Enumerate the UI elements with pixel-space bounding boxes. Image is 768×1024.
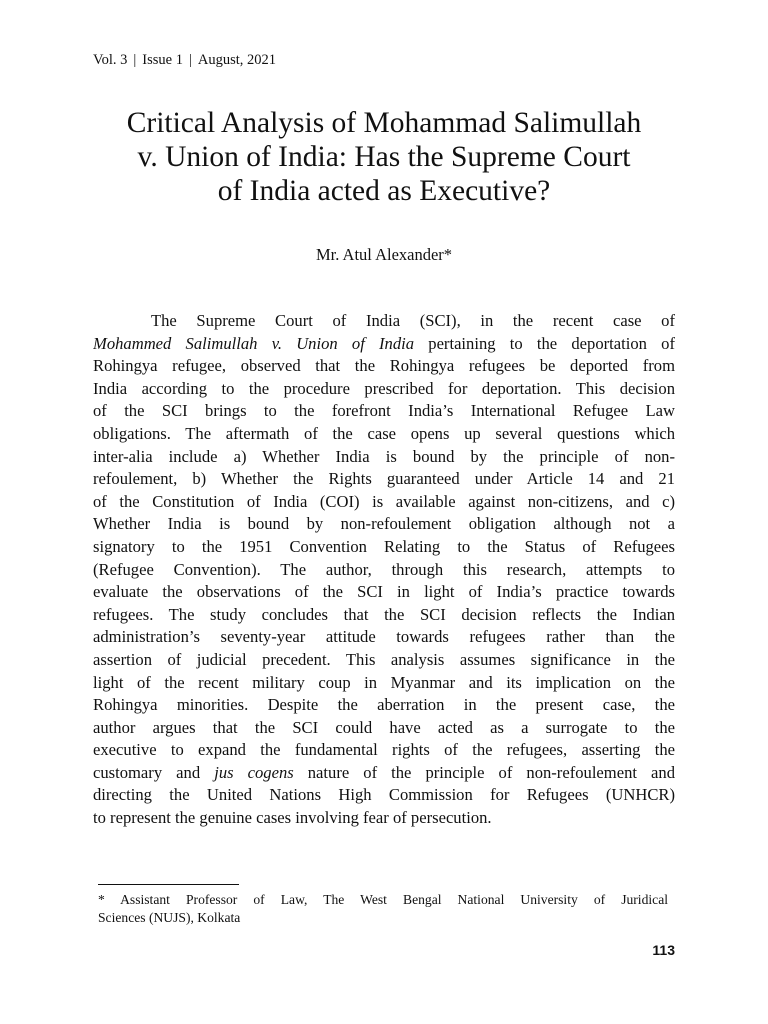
abstract-paragraph — [93, 310, 675, 830]
journal-header — [93, 52, 276, 69]
case-name-italic: Mohammed Salimullah v. Union of India — [93, 333, 415, 353]
abstract-line: assertion of judicial precedent. This analysis assumes significance in the — [93, 649, 675, 669]
title-line: v. Union of India: Has the Supreme Court — [137, 141, 631, 173]
abstract-line: Whether India is bound by non-refoulement obligation although not a — [93, 514, 675, 534]
abstract-line: Mohammed Salimullah v. Union of India pertaining to the deportation of — [93, 333, 675, 353]
abstract-line: refoulement, b) Whether the Rights guaranteed under Article 14 and 21 — [93, 469, 675, 489]
header-separator: | — [133, 52, 137, 68]
issue-label: Issue 1 — [142, 52, 183, 68]
jus-cogens-italic: jus cogens — [214, 762, 294, 782]
article-title — [60, 106, 708, 208]
abstract-line: Rohingya refugee, observed that the Rohingya refugees be deported from — [93, 356, 675, 376]
abstract-line: customary and jus cogens nature of the principle of non-refoulement and — [93, 762, 675, 782]
title-line: of India acted as Executive? — [217, 175, 551, 207]
footnote-line: * Assistant Professor of Law, The West Bengal National University of Juridical — [98, 892, 668, 907]
abstract-line: to represent the genuine cases involving fear of persecution. — [93, 808, 492, 828]
header-separator: | — [188, 52, 192, 68]
footnote-line: Sciences (NUJS), Kolkata — [98, 910, 241, 925]
abstract-line: administration’s seventy-year attitude towards refugees rather than the — [93, 627, 675, 647]
footnote-divider — [98, 884, 239, 885]
abstract-line: light of the recent military coup in Myanmar and its implication on the — [93, 672, 675, 692]
abstract-line: evaluate the observations of the SCI in light of India’s practice towards — [93, 582, 675, 602]
abstract-line: author argues that the SCI could have acted as a surrogate to the — [93, 717, 675, 737]
abstract-line: India according to the procedure prescribed for deportation. This decision — [93, 378, 675, 398]
abstract-line: obligations. The aftermath of the case opens up several questions which — [93, 423, 675, 443]
abstract-line: Rohingya minorities. Despite the aberration in the present case, the — [93, 695, 675, 715]
page-number: 113 — [652, 942, 675, 958]
abstract-line: inter-alia include a) Whether India is bound by the principle of non- — [93, 446, 675, 466]
abstract-line: executive to expand the fundamental rights of the refugees, asserting the — [93, 740, 675, 760]
abstract-line: The Supreme Court of India (SCI), in the recent case of — [151, 311, 675, 330]
abstract-line: (Refugee Convention). The author, through this research, attempts to — [93, 559, 675, 579]
abstract-line: of the SCI brings to the forefront India’s International Refugee Law — [93, 401, 675, 421]
abstract-line: refugees. The study concludes that the SCI decision reflects the Indian — [93, 604, 675, 624]
date-label: August, 2021 — [197, 52, 277, 68]
author-name: Mr. Atul Alexander* — [315, 245, 453, 264]
title-line: Critical Analysis of Mohammad Salimullah — [126, 107, 642, 139]
abstract-line: directing the United Nations High Commission for Refugees (UNHCR) — [93, 785, 675, 805]
volume-label: Vol. 3 — [93, 52, 128, 68]
abstract-line: signatory to the 1951 Convention Relating to the Status of Refugees — [93, 536, 675, 556]
abstract-line: of the Constitution of India (COI) is available against non-citizens, and c) — [93, 491, 675, 511]
author-footnote — [98, 891, 668, 927]
